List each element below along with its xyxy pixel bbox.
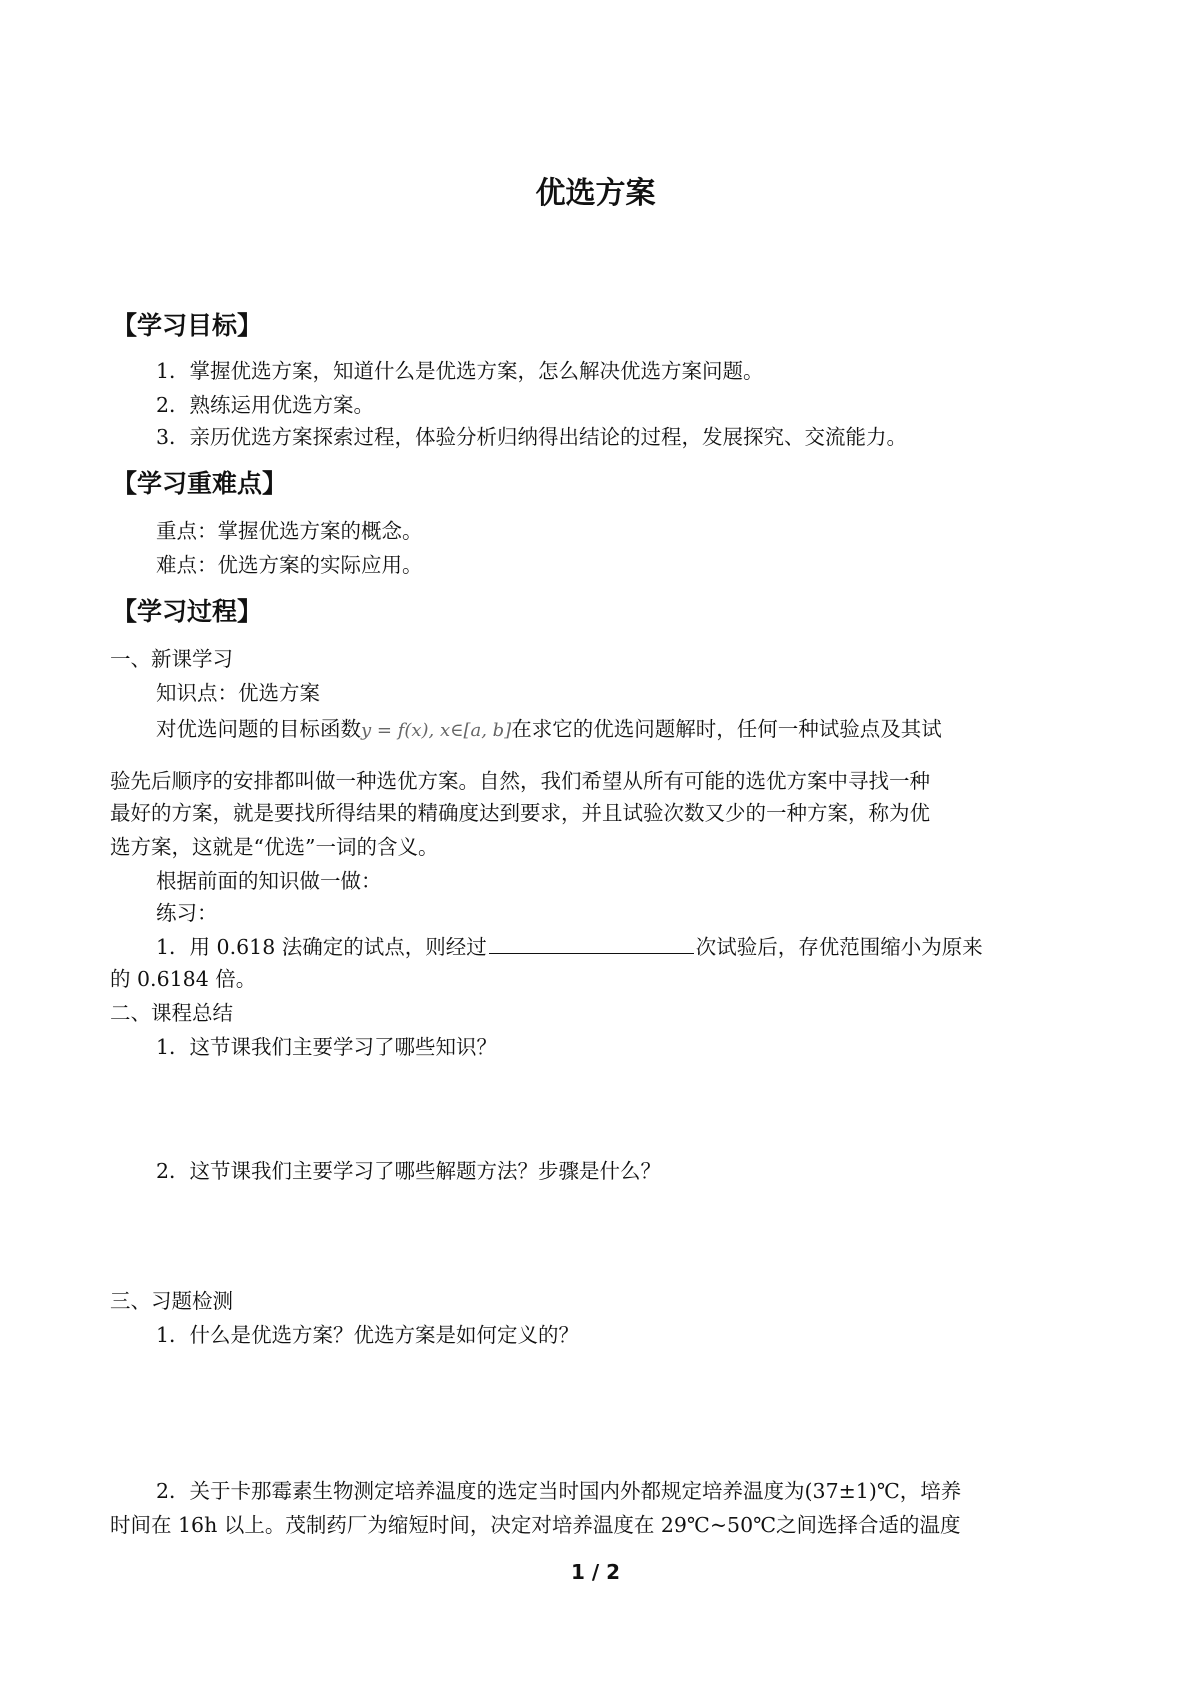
definition-line: 验先后顺序的安排都叫做一种选优方案。自然，我们希望从所有可能的选优方案中寻找一种 [110, 769, 930, 793]
definition-text: 在求它的优选问题解时，任何一种试验点及其试 [511, 717, 942, 741]
question-text: 1．用 0.618 法确定的试点，则经过 [156, 935, 487, 959]
key-point: 难点：优选方案的实际应用。 [156, 553, 423, 577]
part2-heading: 二、课程总结 [110, 1001, 233, 1025]
key-point: 重点：掌握优选方案的概念。 [156, 519, 423, 543]
summary-question: 1．这节课我们主要学习了哪些知识？ [156, 1035, 498, 1059]
definition-line: 最好的方案，就是要找所得结果的精确度达到要求，并且试验次数又少的一种方案，称为优 [110, 801, 930, 825]
answer-blank[interactable] [489, 935, 694, 954]
section-header-goals: 【学习目标】 [112, 311, 263, 340]
exercise-question-2-line1: 2．关于卡那霉素生物测定培养温度的选定当时国内外都规定培养温度为(37±1)℃，培养 [156, 1479, 962, 1503]
part3-heading: 三、习题检测 [110, 1289, 233, 1313]
objective-function-formula: y = f(x), x∈[a, b] [361, 720, 512, 741]
exercise-question-2-line2: 时间在 16h 以上。茂制药厂为缩短时间，决定对培养温度在 29℃~50℃之间选择合适的温度 [110, 1513, 961, 1537]
practice-question-1-continued: 的 0.6184 倍。 [110, 967, 257, 991]
definition-line: 选方案，这就是“优选”一词的含义。 [110, 835, 439, 859]
section-header-key-points: 【学习重难点】 [112, 469, 288, 498]
question-text: 次试验后，存优范围缩小为原来 [695, 935, 983, 959]
definition-text: 对优选问题的目标函数 [156, 717, 361, 741]
summary-question: 2．这节课我们主要学习了哪些解题方法？步骤是什么？ [156, 1159, 662, 1183]
definition-paragraph-first-line [156, 712, 942, 742]
practice-question-1 [156, 930, 983, 960]
page-number: 1 / 2 [570, 1560, 621, 1584]
goal-item: 1．掌握优选方案，知道什么是优选方案，怎么解决优选方案问题。 [156, 359, 764, 383]
knowledge-point: 知识点：优选方案 [156, 681, 320, 705]
practice-label: 练习： [156, 901, 218, 925]
section-header-process: 【学习过程】 [112, 597, 263, 626]
goal-item: 3．亲历优选方案探索过程，体验分析归纳得出结论的过程，发展探究、交流能力。 [156, 425, 908, 449]
part1-heading: 一、新课学习 [110, 647, 233, 671]
do-it-prompt: 根据前面的知识做一做： [156, 869, 382, 893]
goal-item: 2．熟练运用优选方案。 [156, 393, 375, 417]
page-title: 优选方案 [535, 176, 656, 211]
exercise-question: 1．什么是优选方案？优选方案是如何定义的？ [156, 1323, 580, 1347]
